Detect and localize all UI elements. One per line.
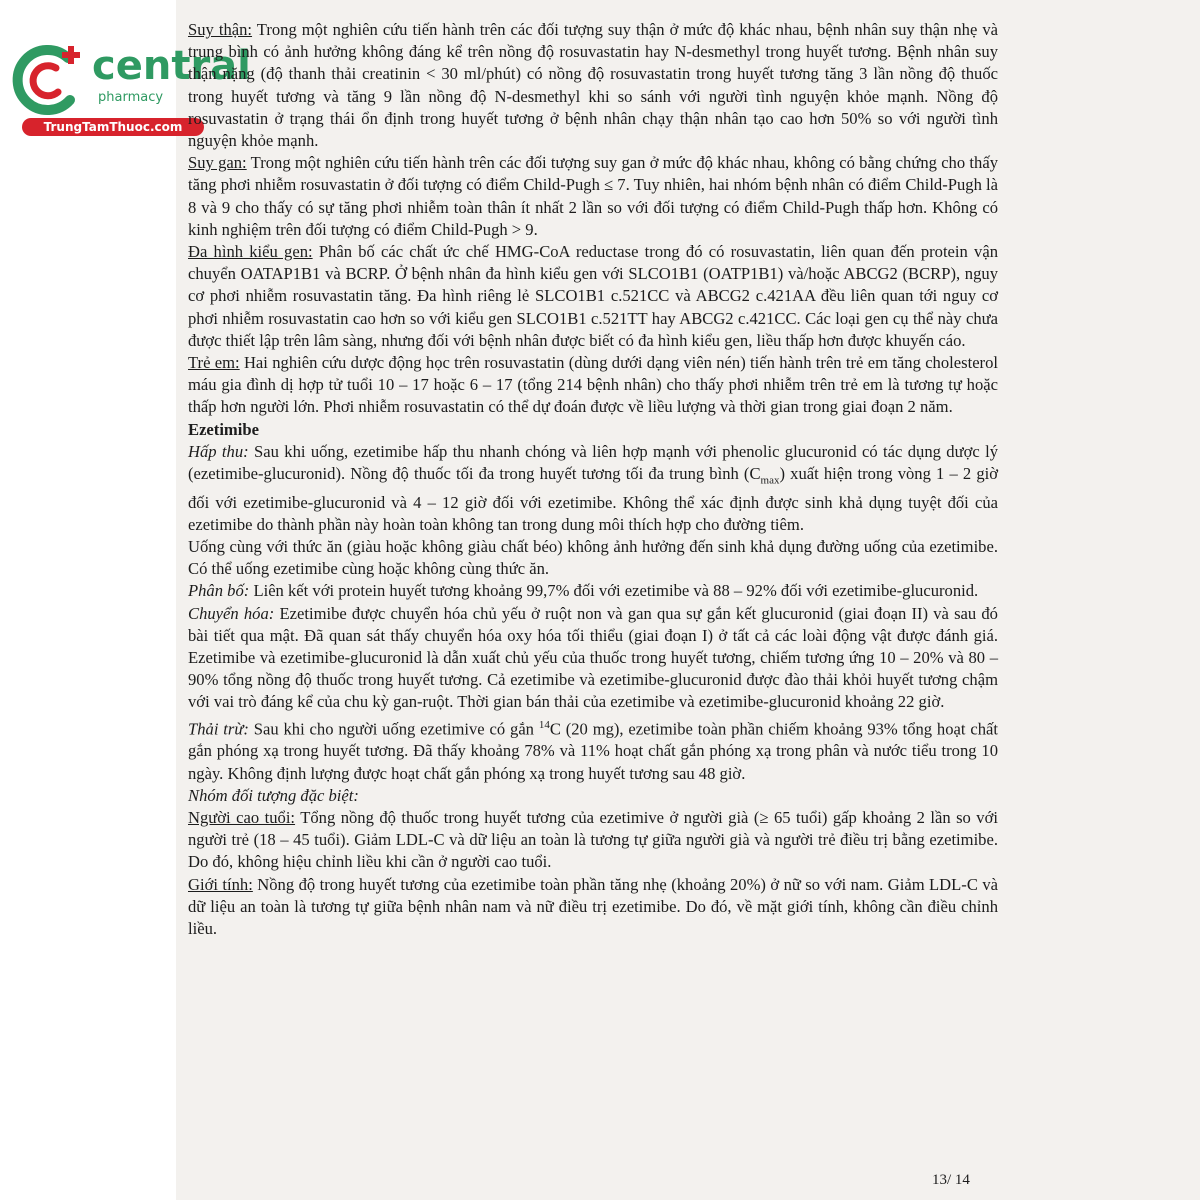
logo-subtitle: pharmacy [98, 90, 164, 105]
paragraph-text: Uống cùng với thức ăn (giàu hoặc không giàu chất béo) không ảnh hưởng đến sinh khả dụng đường uống của ezetimibe. Có thể uống ezetimibe cùng hoặc không cùng thức ăn. [188, 536, 998, 579]
logo-site-banner: TrungTamThuoc.com [22, 118, 204, 136]
document-body [188, 19, 998, 940]
central-pharmacy-logo [8, 38, 251, 138]
paragraph [188, 241, 998, 352]
paragraph [188, 419, 998, 441]
paragraph-text: Tổng nồng độ thuốc trong huyết tương của ezetimive ở người già (≥ 65 tuổi) gấp khoảng 2 lần so với người trẻ (18 – 45 tuổi). Giảm LDL-C và dữ liệu an toàn là tương tự giữa người già và người trẻ điều trị bằng ezetimibe. Do đó, không hiệu chỉnh liều khi cần ở người cao tuổi. [188, 807, 998, 872]
paragraph-text: Nồng độ trong huyết tương của ezetimibe toàn phần tăng nhẹ (khoảng 20%) ở nữ so với nam. Giảm LDL-C và dữ liệu an toàn là tương tự giữa bệnh nhân nam và nữ điều trị ezetimibe. Do đó, về mặt giới tính, không cần điều chỉnh liều. [188, 874, 998, 938]
section-label: Giới tính: [188, 874, 253, 894]
section-label: Đa hình kiểu gen: [188, 242, 313, 262]
paragraph [188, 714, 998, 785]
section-label: Người cao tuổi: [188, 807, 296, 827]
subscript: max [760, 474, 780, 487]
paragraph-text: Hai nghiên cứu dược động học trên rosuvastatin (dùng dưới dạng viên nén) tiến hành trên trẻ em tăng cholesterol máu gia đình dị hợp tử tuổi 10 – 17 hoặc 6 – 17 (tổng 214 bệnh nhân) cho thấy phơi nhiễm trên trẻ em là tương tự hoặc thấp hơn người lớn. Phơi nhiễm rosuvastatin có thể dự đoán được về liều lượng và thời gian trong giai đoạn 2 năm. [188, 353, 998, 417]
logo-wordmark: central [92, 43, 251, 89]
paragraph [188, 19, 998, 152]
section-label: Hấp thu: [188, 441, 249, 461]
section-label: Suy gan: [188, 153, 247, 173]
paragraph [188, 441, 998, 536]
paragraph-text: Phân bố các chất ức chế HMG-CoA reductase trong đó có rosuvastatin, liên quan đến protein vận chuyển OATAP1B1 và BCRP. Ở bệnh nhân đa hình kiểu gen với SLCO1B1 (OATP1B1) và/hoặc ABCG2 (BCRP), nguy cơ phơi nhiễm rosuvastatin tăng. Đa hình riêng lẻ SLCO1B1 c.521CC và ABCG2 c.421AA đều liên quan tới nguy cơ phơi nhiễm rosuvastatin cao hơn so với kiểu gen SLCO1B1 c.521TT hay ABCG2 c.421CC. Các loại gen cụ thể này chưa được thiết lập trên lâm sàng, nhưng đối với bệnh nhân được biết có đa hình kiểu gen, liều thấp hơn được khuyến cáo. [188, 242, 998, 350]
section-label: Chuyển hóa: [188, 603, 275, 623]
paragraph [188, 785, 998, 807]
section-label: Thải trừ: [188, 719, 249, 739]
section-label: Trẻ em: [188, 353, 240, 373]
paragraph [188, 603, 998, 714]
paragraph-text: Ezetimibe được chuyển hóa chủ yếu ở ruột non và gan qua sự gắn kết glucuronid (giai đoạn II) và sau đó bài tiết qua mật. Đã quan sát thấy chuyển hóa oxy hóa tối thiểu (giai đoạn I) ở tất cả các loài động vật được đánh giá. Ezetimibe và ezetimibe-glucuronid là dẫn xuất chủ yếu của thuốc trong huyết tương, chiếm tương ứng 10 – 20% và 80 – 90% tổng nồng độ thuốc trong huyết tương. Cả ezetimibe và ezetimibe-glucuronid được đào thải khỏi huyết tương chậm với vai trò đáng kể của chu kỳ gan-ruột. Thời gian bán thải của ezetimibe và ezetimibe-glucuronid khoảng 22 giờ. [188, 603, 998, 712]
logo-c-cross-icon [8, 38, 92, 122]
paragraph [188, 807, 998, 874]
paragraph-text: Trong một nghiên cứu tiến hành trên các đối tượng suy gan ở mức độ khác nhau, không có bằng chứng cho thấy tăng phơi nhiễm rosuvastatin ở đối tượng có điểm Child-Pugh ≤ 7. Tuy nhiên, hai nhóm bệnh nhân có điểm Child-Pugh là 8 và 9 cho thấy có sự tăng phơi nhiễm toàn thân ít nhất 2 lần so với đối tượng có điểm Child-Pugh thấp hơn. Không có kinh nghiệm trên đối tượng có điểm Child-Pugh > 9. [188, 153, 998, 239]
paragraph [188, 152, 998, 241]
paragraph-text: Trong một nghiên cứu tiến hành trên các đối tượng suy thận ở mức độ khác nhau, bệnh nhân suy thận nhẹ và trung bình có ảnh hưởng không đáng kể trên nồng độ rosuvastatin hay N-desmethyl trong huyết tương. Bệnh nhân suy thận nặng (độ thanh thải creatinin < 30 ml/phút) có nồng độ rosuvastatin trong huyết tương tăng 3 lần nồng độ thuốc trong huyết tương và tăng 9 lần nồng độ N-desmethyl khi so sánh với người tình nguyện khỏe mạnh. Nồng độ rosuvastatin ở trạng thái ổn định trong huyết tương ở bệnh nhân chạy thận nhân tạo cao hơn 50% so với người tình nguyện khỏe mạnh. [188, 20, 998, 151]
paragraph-text: Sau khi uống, ezetimibe hấp thu nhanh chóng và liên hợp mạnh với phenolic glucuronid có tác dụng dược lý (ezetimibe-glucuronid). Nồng độ thuốc tối đa trong huyết tương tối đa trung bình (C [188, 441, 998, 484]
paragraph [188, 580, 998, 602]
paragraph-text: C (20 mg), ezetimibe toàn phần chiếm khoảng 93% tổng hoạt chất gắn phóng xạ trong huyết tương. Đã thấy khoảng 78% và 11% hoạt chất gắn phóng xạ trong phân và nước tiểu trong 10 ngày. Không định lượng được hoạt chất gắn phóng xạ trong huyết tương sau 48 giờ. [188, 719, 998, 783]
paragraph [188, 352, 998, 419]
section-label: Phân bố: [188, 581, 250, 601]
section-label: Nhóm đối tượng đặc biệt: [188, 785, 359, 805]
section-label: Ezetimibe [188, 419, 259, 439]
paragraph [188, 536, 998, 580]
superscript: 14 [538, 718, 550, 731]
paragraph-text: ) xuất hiện trong vòng 1 – 2 giờ đối với ezetimibe-glucuronid và 4 – 12 giờ đối với ezetimibe. Không thể xác định được sinh khả dụng tuyệt đối của ezetimibe do thành phần này hoàn toàn không tan trong dung môi thích hợp cho đường tiêm. [188, 464, 998, 534]
section-label: Suy thận: [188, 20, 253, 39]
paragraph-text: Liên kết với protein huyết tương khoảng 99,7% đối với ezetimibe và 88 – 92% đối với ezetimibe-glucuronid. [249, 581, 979, 601]
paragraph-text: Sau khi cho người uống ezetimive có gắn [248, 719, 539, 739]
page-number: 13/ 14 [932, 1172, 970, 1188]
paragraph [188, 874, 998, 941]
